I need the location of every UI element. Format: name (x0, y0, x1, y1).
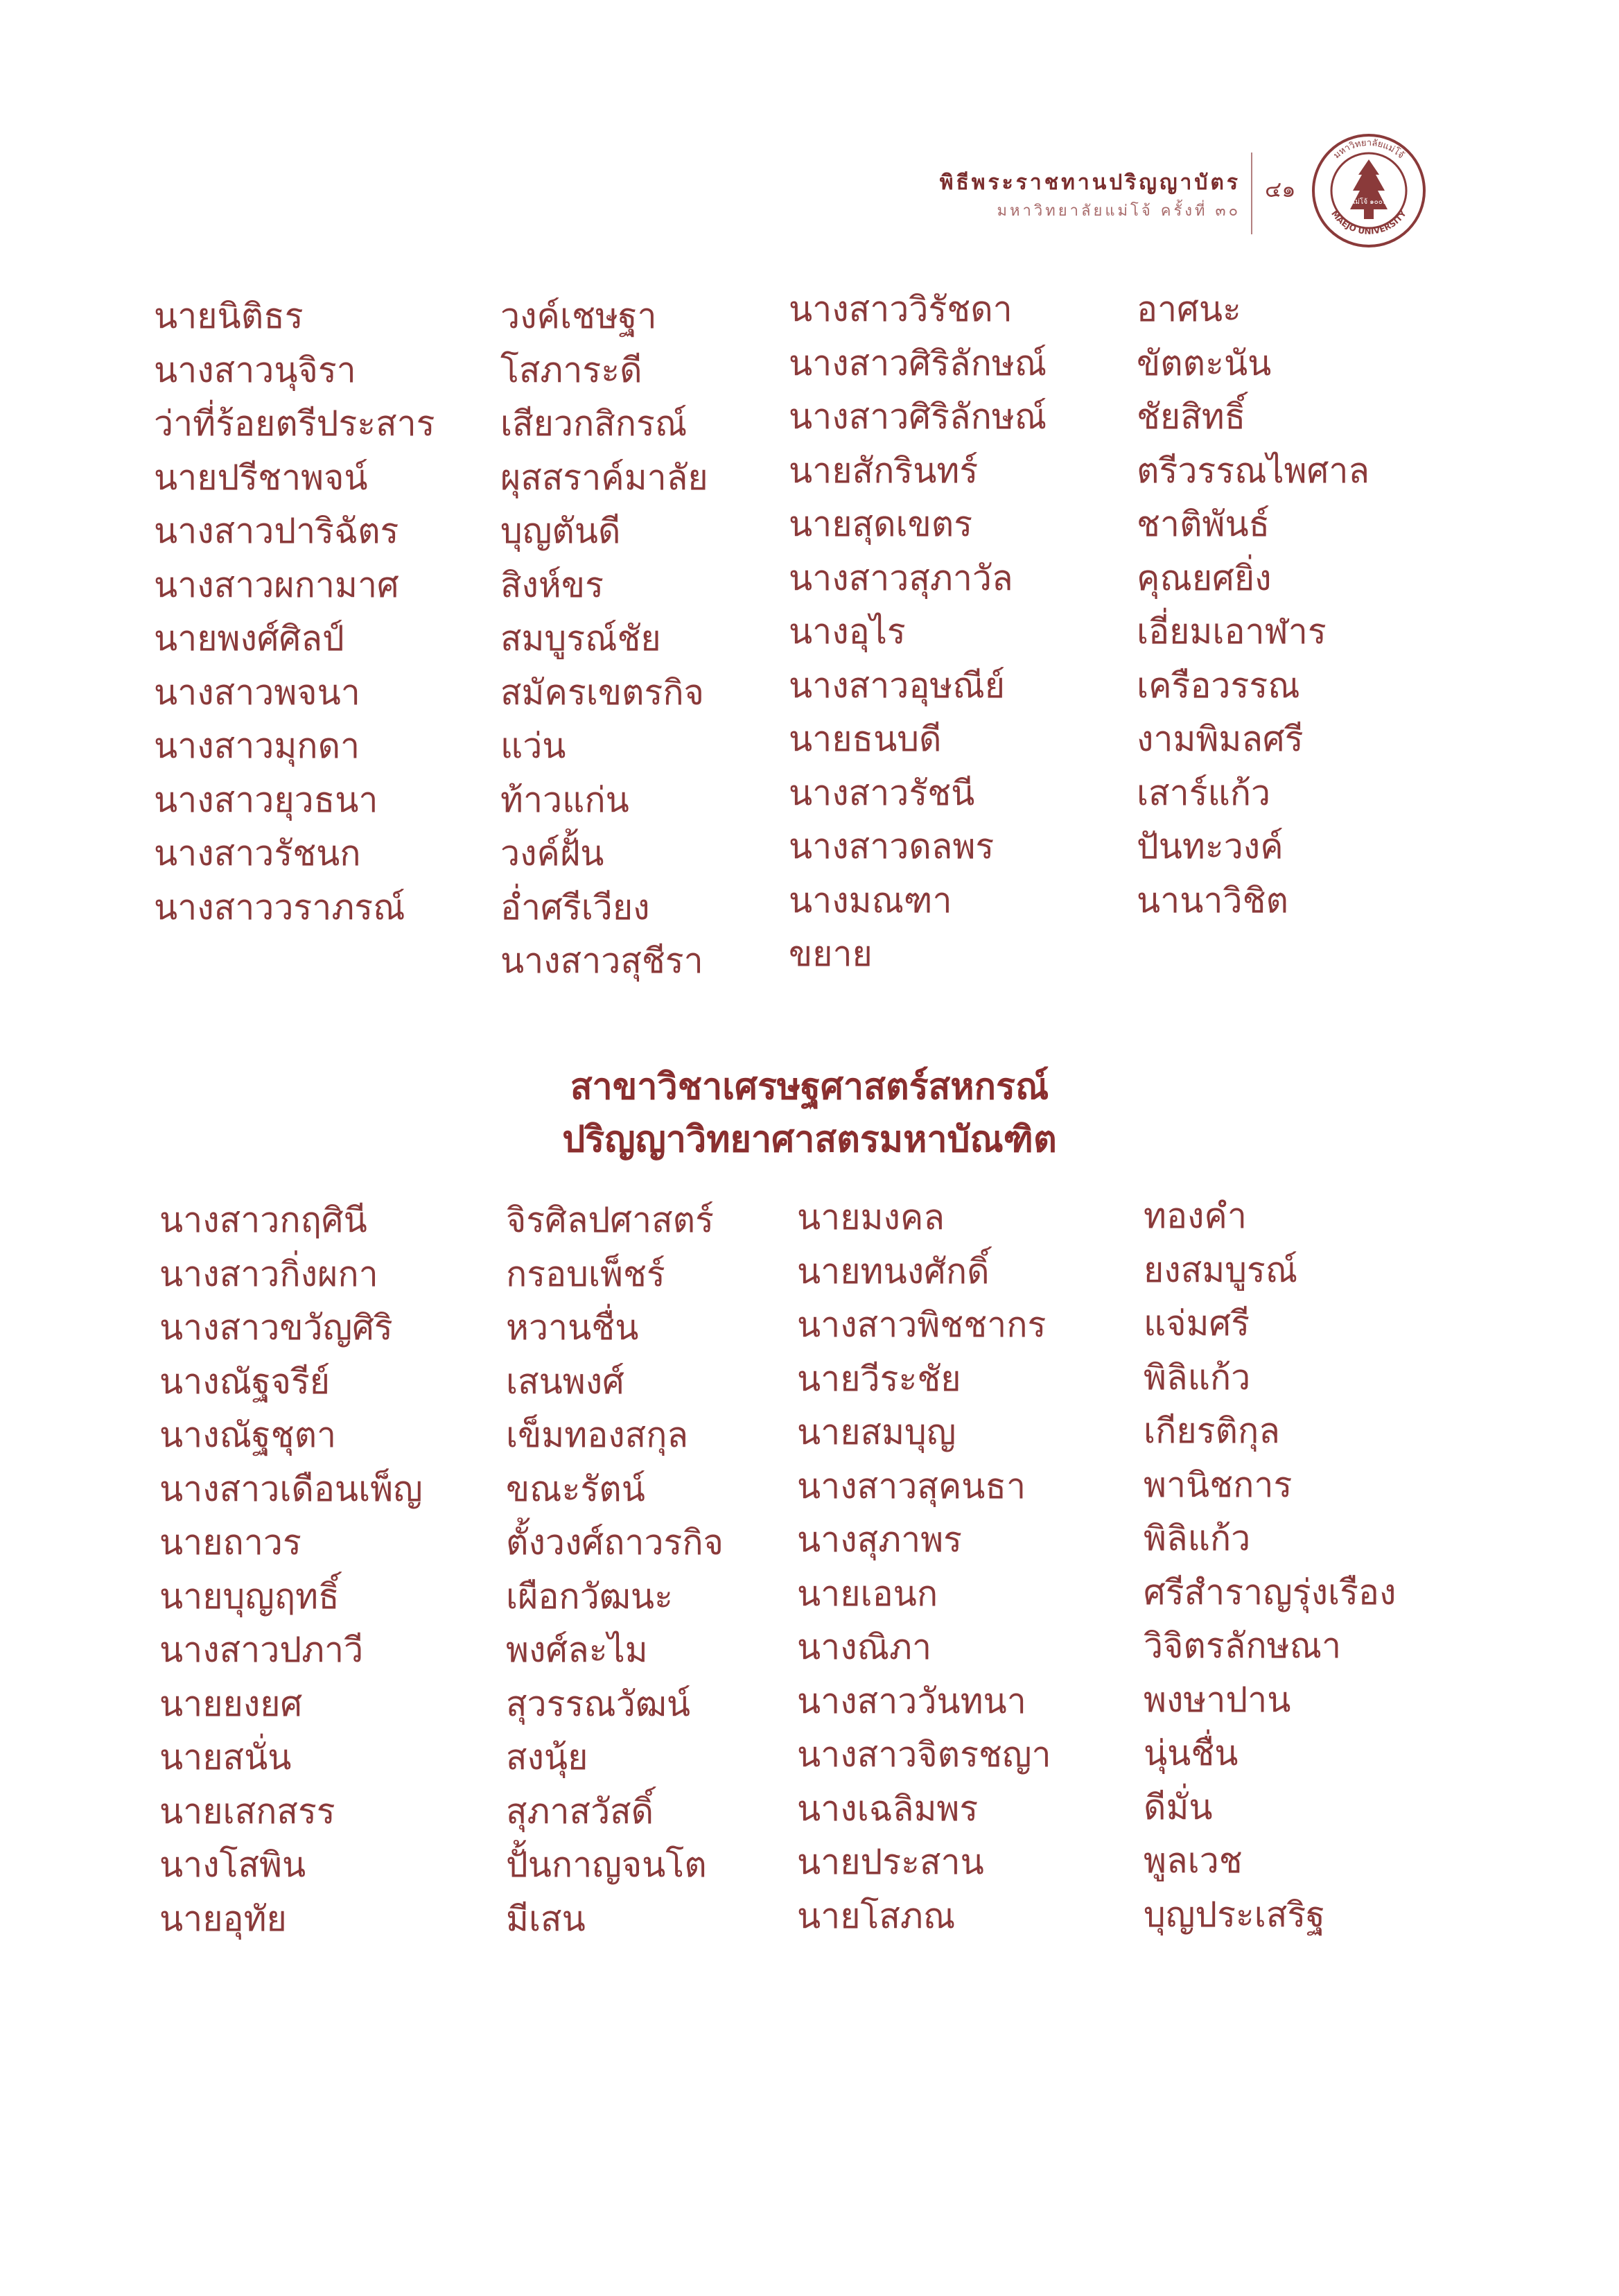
name-entry: ตรีวรรณไพศาล (1137, 450, 1370, 491)
name-entry: นางสาวยุวธนา (154, 779, 378, 820)
section-heading (0, 1061, 1619, 1166)
name-entry: นางสาวพิชชากร (797, 1305, 1047, 1345)
name-entry: นายทนงศักดิ์ (797, 1251, 990, 1292)
name-entry: จิรศิลปศาสตร์ (506, 1200, 714, 1240)
name-entry: เผือกวัฒนะ (506, 1576, 673, 1617)
name-entry: นายปรีชาพจน์ (154, 457, 368, 498)
name-entry: คุณยศยิ่ง (1137, 557, 1272, 598)
name-entry: นางสาวศิริลักษณ์ (789, 342, 1047, 383)
university-seal-icon (1310, 132, 1428, 250)
name-entry: กรอบเพ็ชร์ (506, 1253, 665, 1294)
name-entry: ตั้งวงศ์ถาวรกิจ (506, 1522, 724, 1563)
name-entry: นางณัฐชุตา (159, 1415, 337, 1455)
name-entry: นางสาวนุจิรา (154, 349, 356, 390)
name-entry: นายพงศ์ศิลป์ (154, 618, 344, 659)
name-entry: พูลเวช (1144, 1841, 1243, 1881)
name-entry: ว่าที่ร้อยตรีประสาร (154, 403, 435, 444)
block1-first-names (154, 290, 435, 934)
name-entry: พงษาปาน (1144, 1679, 1291, 1720)
name-entry: พิลิแก้ว (1144, 1518, 1251, 1558)
name-entry: นายเอนก (797, 1573, 938, 1614)
ceremony-subtitle: มหาวิทยาลัยแม่โจ้ ครั้งที่ ๓๐ (997, 202, 1241, 220)
name-entry: นางโสพิน (159, 1845, 306, 1885)
name-entry: นายยงยศ (159, 1683, 303, 1724)
name-entry: นางสาวกิ่งผกา (159, 1253, 378, 1294)
name-entry: บุญตันดี (500, 511, 621, 551)
name-entry: นางสาววิรัชดา (789, 289, 1013, 329)
name-entry: แจ่มศรี (1144, 1303, 1250, 1343)
name-entry: มีเสน (506, 1898, 586, 1939)
name-entry: ดีมั่น (1144, 1786, 1213, 1827)
name-entry: สงนุ้ย (506, 1737, 588, 1777)
name-entry: พิลิแก้ว (1144, 1357, 1251, 1398)
name-entry: นางสาวศิริลักษณ์ (789, 397, 1047, 437)
name-entry: หวานชื่น (506, 1307, 639, 1348)
name-entry: นางมณฑา (789, 880, 952, 921)
name-entry: นายถาวร (159, 1522, 301, 1563)
name-entry: นายสุดเขตร (789, 504, 973, 544)
name-entry: นางสาวดลพร (789, 826, 995, 867)
names-block-2 (0, 1194, 1619, 1956)
name-entry: เสนพงศ์ (506, 1361, 624, 1402)
name-entry: นางสาวขวัญศิริ (159, 1307, 393, 1348)
svg-text:มหาวิทยาลัยแม่โจ้: มหาวิทยาลัยแม่โจ้ (1331, 137, 1406, 162)
name-entry: ยงสมบูรณ์ (1144, 1249, 1298, 1290)
name-entry: นางสาวสุภาวัล (789, 557, 1013, 598)
name-entry: วงค์ฝั้น (500, 833, 604, 873)
name-entry: เสาร์แก้ว (1137, 772, 1271, 813)
name-entry: นายวีระชัย (797, 1358, 961, 1399)
name-entry: นางสาวปภาวี (159, 1630, 364, 1670)
name-entry: วงค์เชษฐา (500, 296, 657, 336)
name-entry: แว่น (500, 726, 566, 766)
name-entry: สิงห์ขร (500, 564, 604, 605)
name-entry: อาศนะ (1137, 289, 1241, 329)
name-entry: เอี่ยมเอาฬาร (1137, 611, 1327, 652)
name-entry: นายสมบุญ (797, 1412, 956, 1452)
name-entry: เข็มทองสกุล (506, 1415, 689, 1455)
name-entry: ท้าวแก่น (500, 779, 629, 820)
name-entry: พงศ์ละไม (506, 1630, 648, 1670)
name-entry: สุภาสวัสดิ์ (506, 1791, 654, 1832)
name-entry: สุวรรณวัฒน์ (506, 1683, 691, 1724)
name-entry: นางสุภาพร (797, 1520, 963, 1560)
name-entry: นางสาวรัชนก (154, 833, 361, 873)
name-entry: อ่ำศรีเวียง (500, 887, 650, 928)
name-entry: นายเสกสรร (159, 1791, 335, 1832)
name-entry: นางณิภา (797, 1627, 932, 1667)
name-entry: งามพิมลศรี (1137, 719, 1304, 759)
svg-text:MAEJO UNIVERSITY: MAEJO UNIVERSITY (1329, 209, 1408, 236)
name-entry: นางสาวมุกดา (154, 726, 360, 766)
name-entry: ทองคำ (1144, 1196, 1247, 1236)
name-entry: สมัครเขตรกิจ (500, 672, 704, 713)
block1-last-names (500, 290, 708, 989)
page-number: ๔๑ (1265, 176, 1296, 202)
block2-last-names-2 (1144, 1190, 1396, 1942)
name-entry: นางสาวจิตรชญา (797, 1734, 1051, 1775)
name-entry: สมบูรณ์ชัย (500, 618, 661, 659)
header-divider (1251, 153, 1252, 234)
name-entry: นายสนั่น (159, 1737, 292, 1777)
name-entry: ศรีสำราญรุ่งเรือง (1144, 1572, 1397, 1612)
name-entry: โสภาระดี (500, 349, 642, 390)
name-entry: เครือวรรณ (1137, 665, 1300, 706)
name-entry: บุญประเสริฐ (1144, 1894, 1325, 1935)
name-entry: ชาติพันธ์ (1137, 504, 1270, 544)
name-entry: นุ่นชื่น (1144, 1733, 1239, 1773)
block2-last-names (506, 1194, 724, 1946)
name-entry: นางสาวปาริฉัตร (154, 511, 399, 551)
name-entry: นายมงคล (797, 1197, 945, 1237)
name-entry: พานิชการ (1144, 1464, 1293, 1505)
name-entry: ปั้นกาญจนโต (506, 1845, 707, 1885)
block2-first-names (159, 1194, 423, 1946)
degree-name: ปริญญาวิทยาศาสตรมหาบัณฑิต (562, 1119, 1057, 1160)
name-entry: นานาวิชิต (1137, 880, 1288, 921)
name-entry: นายธนบดี (789, 719, 942, 759)
major-name: สาขาวิชาเศรษฐศาสตร์สหกรณ์ (570, 1066, 1049, 1108)
block2-first-names-2 (797, 1191, 1051, 1943)
name-entry: วิจิตรลักษณา (1144, 1626, 1342, 1666)
names-block-1 (0, 290, 1619, 990)
name-entry: นางสาวเดือนเพ็ญ (159, 1468, 423, 1509)
name-entry: นางณัฐจรีย์ (159, 1361, 331, 1402)
name-entry: นายสักรินทร์ (789, 450, 979, 491)
name-entry: ปันทะวงค์ (1137, 826, 1284, 867)
name-entry: นางสาวพจนา (154, 672, 360, 713)
name-entry: ชัยสิทธิ์ (1137, 397, 1246, 437)
name-entry: นางเฉลิมพร (797, 1788, 979, 1829)
name-entry: เกียรติกุล (1144, 1411, 1280, 1451)
name-entry: นางสาวกฤศินี (159, 1200, 367, 1240)
name-entry: นางสาววันทนา (797, 1680, 1026, 1721)
svg-text:แม่โจ้ ๑๐๐ปี: แม่โจ้ ๑๐๐ปี (1350, 198, 1388, 206)
block1-last-names-2 (1137, 283, 1369, 928)
name-entry: นางสาวผกามาศ (154, 564, 399, 605)
name-entry: เสียวกสิกรณ์ (500, 403, 688, 444)
name-entry: นางอุไร (789, 611, 906, 652)
name-entry: นายบุญฤทธิ์ (159, 1576, 340, 1617)
name-entry: ขณะรัตน์ (506, 1468, 645, 1509)
page-header (901, 137, 1428, 243)
block1-first-names-2 (789, 283, 1047, 982)
name-entry: นางสาววราภรณ์ (154, 887, 405, 928)
name-entry: ขัตตะนัน (1137, 342, 1272, 383)
name-entry: นายโสภณ (797, 1895, 956, 1936)
name-entry: นายนิติธร (154, 296, 304, 336)
name-entry: นางสาวสุคนธา (797, 1466, 1026, 1506)
name-entry: นางสาวอุษณีย์ (789, 665, 1006, 706)
name-entry: ขยาย (789, 934, 873, 974)
ceremony-title: พิธีพระราชทานปริญญาบัตร (939, 171, 1241, 195)
name-entry: นายอุทัย (159, 1898, 287, 1939)
name-entry: นางสาวรัชนี (789, 772, 975, 813)
name-entry: นางสาวสุชีรา (500, 941, 703, 981)
name-entry: นายประสาน (797, 1842, 984, 1882)
name-entry: ผุสสราค์มาลัย (500, 457, 708, 498)
